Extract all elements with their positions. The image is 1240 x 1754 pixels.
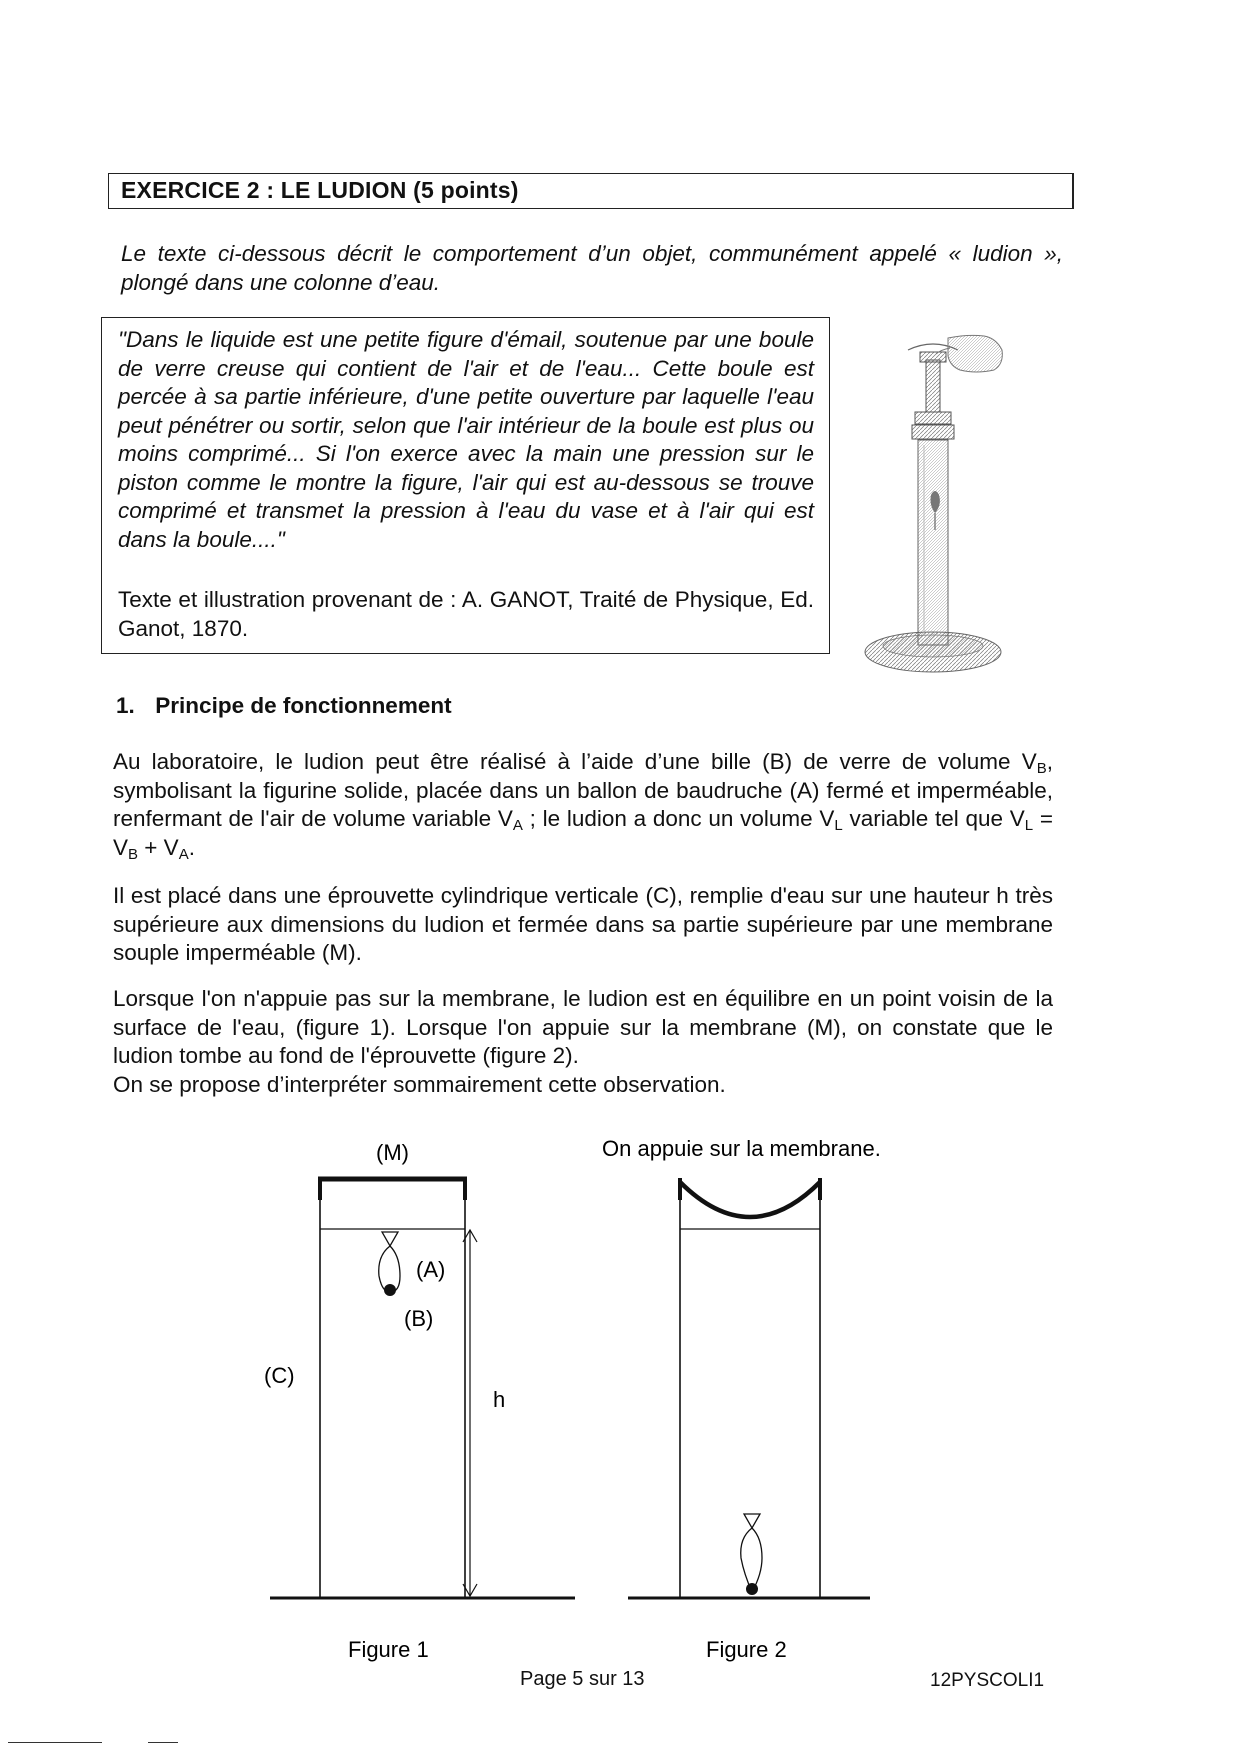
fig2-pressed-membrane [680,1182,820,1217]
fig2-note: On appuie sur la membrane. [602,1136,881,1161]
paragraph-4: On se propose d’interpréter sommairement cette observation. [113,1072,726,1097]
document-code: 12PYSCOLI1 [930,1670,1045,1691]
section-heading [116,693,452,719]
fig1-label-a: (A) [416,1257,446,1282]
fig1-label-m: (M) [376,1140,409,1165]
sub-l: L [834,817,843,834]
p1-text-1: Au laboratoire, le ludion peut être réalisé à l’aide d’une bille (B) de verre de volume V [113,749,1037,774]
paragraph-1 [113,748,1053,862]
fig1-label-c: (C) [264,1363,295,1388]
fig2-caption: Figure 2 [706,1637,787,1662]
p1-text-6: + V [138,834,179,860]
fig1-caption: Figure 1 [348,1637,429,1662]
fig2-ludion [741,1514,762,1595]
p1-text-7: . [188,834,195,860]
section-number: 1. [116,693,135,718]
paragraph-2: Il est placé dans une éprouvette cylindrique verticale (C), remplie d'eau sur une hauteur h très supérieure aux dimensions du ludion et fermée dans sa partie supérieure par une membrane souple imperméable (M). [113,883,1053,965]
sub-b: B [1036,760,1047,777]
quote-box [101,317,830,654]
p1-text-3: ; le ludion a donc un volume V [522,806,835,831]
page-number: Page 5 sur 13 [520,1668,645,1690]
p1-text-5: = V [113,806,1053,860]
source-citation: Texte et illustration provenant de : A. GANOT, Traité de Physique, Ed. Ganot, 1870. [118,587,814,641]
exercise-title: EXERCICE 2 : LE LUDION (5 points) [121,177,519,203]
exercise-title-box [108,173,1074,209]
fig1-ludion [379,1232,400,1296]
p1-text-2: , symbolisant la figurine solide, placée dans un ballon de baudruche (A) fermé et imperméable, renfermant de l'air de volume variable V [113,749,1053,831]
sub-a-2: A [178,845,189,863]
footer-dash-right [148,1742,178,1743]
ludion-engraving-illustration [848,330,1018,680]
figure-1 [264,1140,575,1662]
fig1-label-h: h [493,1387,506,1412]
footer-dash-left [8,1742,102,1743]
sub-b-2: B [128,845,139,863]
figures-diagram [0,1130,1240,1670]
fig1-label-b: (B) [404,1306,434,1331]
ganot-quote: "Dans le liquide est une petite figure d'émail, soutenue par une boule de verre creuse qui contient de l'air et de l'eau... Cette boule est percée à sa partie inférieure, d'une petite ouverture par laquelle l'eau peut pénétrer ou sortir, selon que l'air intérieur de la boule est plus ou moins comprimé... Si l'on exerce avec la main une pression sur le piston comme le montre la figure, l'air qui est au-dessous se trouve comprimé et transmet la pression à l'eau du vase et à l'air qui est dans la boule...." [118,327,814,552]
paragraph-3: Lorsque l'on n'appuie pas sur la membrane, le ludion est en équilibre en un point voisin de la surface de l'eau, (figure 1). Lorsque l'on appuie sur la membrane (M), on constate que le ludion tombe au fond de l'éprouvette (figure 2). [113,986,1053,1068]
section-title: Principe de fonctionnement [155,693,452,718]
p1-text-4: variable tel que V [842,806,1025,831]
sub-a: A [512,817,523,834]
intro-paragraph: Le texte ci-dessous décrit le comportement d’un objet, communément appelé « ludion », plongé dans une colonne d’eau. [121,241,1063,295]
sub-l-2: L [1024,817,1034,834]
figure-2 [602,1136,881,1662]
